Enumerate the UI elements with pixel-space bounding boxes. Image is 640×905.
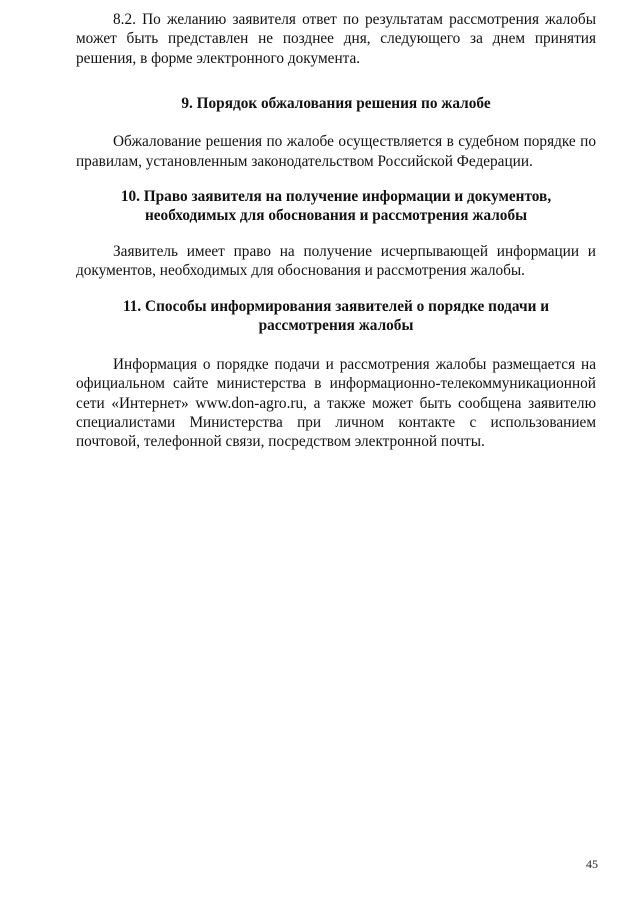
section-11-heading-line1: 11. Способы информирования заявителей о порядке подачи и xyxy=(122,297,550,315)
section-10-heading-line1: 10. Право заявителя на получение информации и документов, xyxy=(120,188,552,206)
section-9-text: Обжалование решения по жалобе осуществляется в судебном порядке по правилам, установленным законодательством Российской Федерации. xyxy=(76,133,596,170)
section-11-heading-line2: рассмотрения жалобы xyxy=(258,316,414,334)
section-10-heading xyxy=(76,187,596,225)
section-11-heading xyxy=(76,297,596,335)
page-number: 45 xyxy=(586,857,598,871)
section-10-heading-line2: необходимых для обоснования и рассмотрения жалобы xyxy=(144,207,528,225)
section-9-heading: 9. Порядок обжалования решения по жалобе xyxy=(181,95,491,113)
section-10-text: Заявитель имеет право на получение исчерпывающей информации и документов, необходимых для обоснования и рассмотрения жалобы. xyxy=(76,243,596,280)
paragraph-8-2: 8.2. По желанию заявителя ответ по результатам рассмотрения жалобы может быть представлен не позднее дня, следующего за днем принятия решения, в форме электронного документа. xyxy=(76,11,596,67)
section-11-text: Информация о порядке подачи и рассмотрения жалобы размещается на официальном сайте министерства в информационно-телекоммуникационной сети «Интернет» www.don-agro.ru, а также может быть сообщена заявителю специалистами Министерства при личном контакте с использованием почтовой, телефонной связи, посредством электронной почты. xyxy=(76,355,596,451)
document-page xyxy=(76,10,596,452)
